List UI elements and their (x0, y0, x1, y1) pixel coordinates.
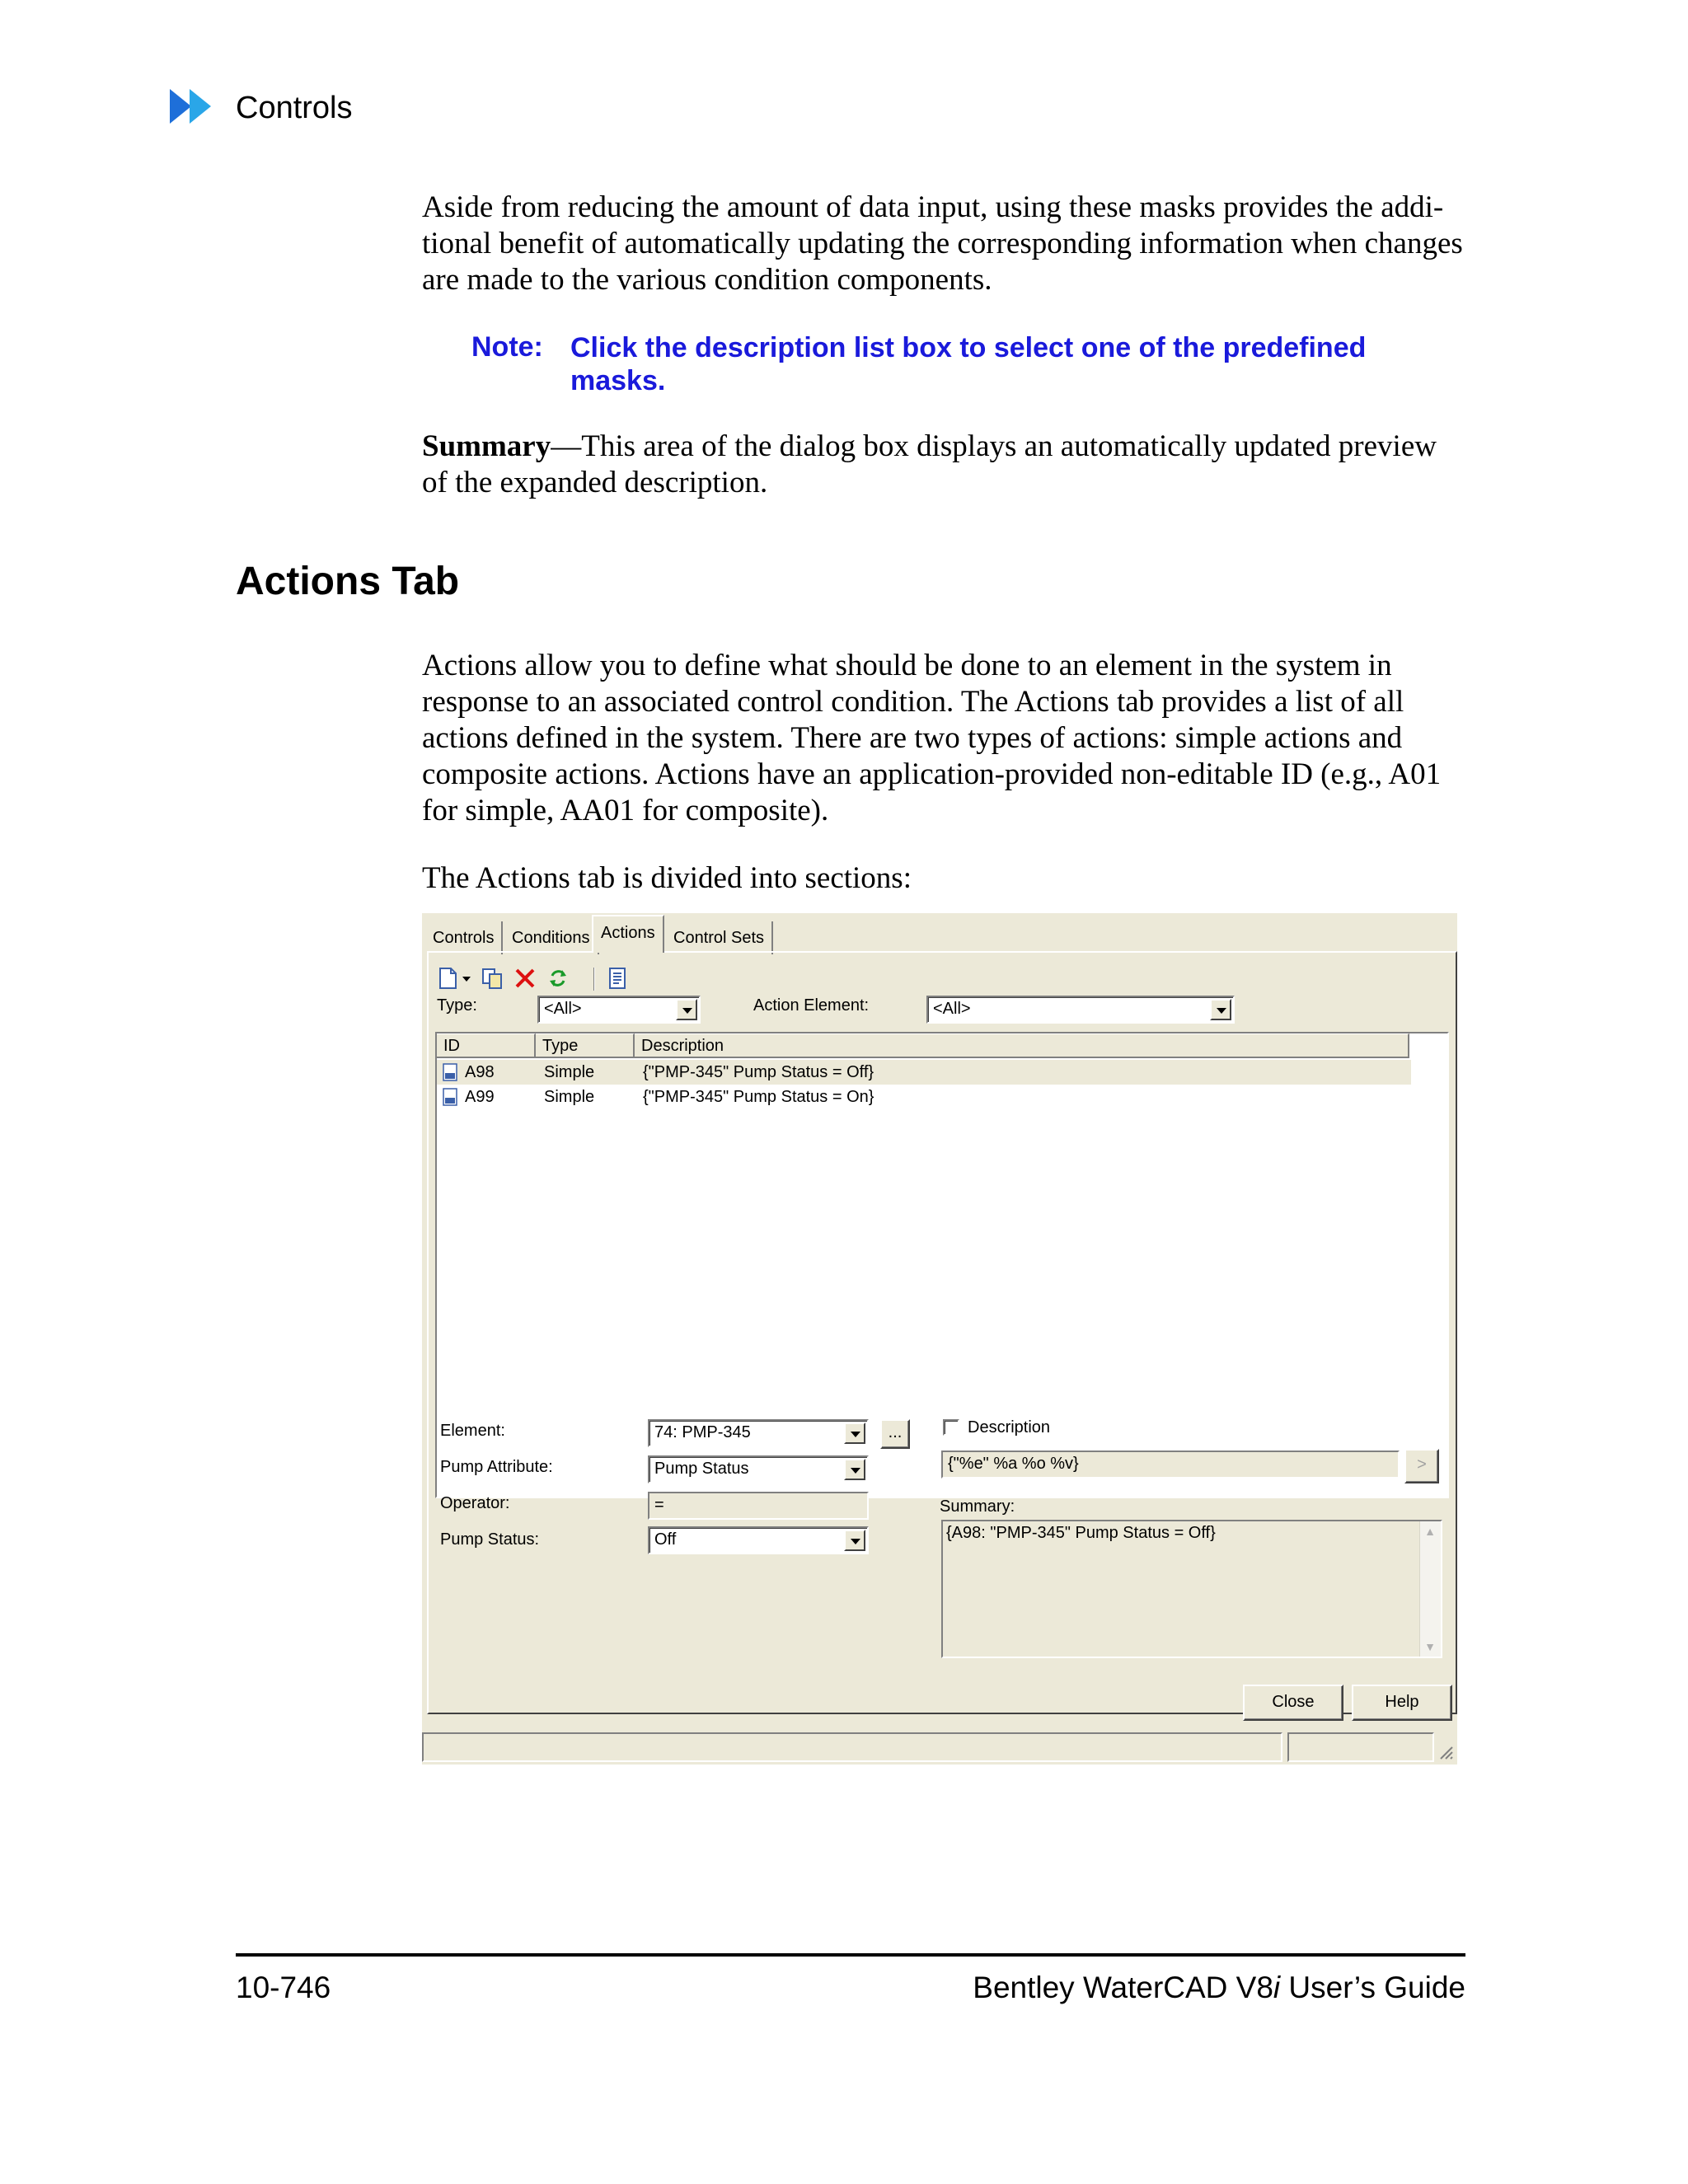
description-checkbox[interactable] (943, 1419, 959, 1436)
help-button[interactable]: Help (1352, 1685, 1452, 1721)
note-text: Click the description list box to select one of the predefined masks. (570, 332, 1367, 396)
actions-paragraph: Actions allow you to define what should be done to an element in the system in response to an associated control condition. The Actions tab provides a list of all actions defined in the system. There are two types of actions: simple actions and composite actions. Actions have an application-provided non-editable ID (e.g., A01 for simple, AA01 for composite). (422, 649, 1442, 827)
cell-id: A98 (465, 1063, 495, 1081)
cell-id: A99 (465, 1088, 495, 1106)
operator-label: Operator: (440, 1494, 510, 1512)
cell-description: {"PMP-345" Pump Status = Off} (643, 1063, 874, 1081)
chevron-down-icon[interactable] (844, 1422, 865, 1444)
type-label: Type: (437, 996, 477, 1015)
guide-title (973, 1970, 1465, 2006)
footer-rule (236, 1953, 1465, 1957)
guide-title-prefix: Bentley WaterCAD V8 (973, 1971, 1273, 2004)
summary-label: Summary: (940, 1497, 1015, 1516)
pump-attribute-combo[interactable] (648, 1455, 869, 1483)
description-mask-field: {"%e" %a %o %v} (941, 1451, 1400, 1479)
resize-grip-icon[interactable] (1437, 1744, 1454, 1760)
intro-paragraph: Aside from reducing the amount of data input, using these masks provides the addi- tional benefit of automatically updating the corresponding information when changes are made to the various condition components. (422, 190, 1463, 297)
tab-control-sets[interactable]: Control Sets (666, 921, 773, 954)
status-bar-pane (1287, 1732, 1434, 1762)
refresh-icon[interactable] (546, 966, 570, 991)
running-header-title: Controls (236, 91, 353, 125)
dropdown-arrow-icon[interactable] (460, 966, 473, 991)
page-number: 10-746 (236, 1971, 331, 2004)
column-header-description[interactable]: Description (635, 1033, 1409, 1058)
action-element-combo[interactable] (926, 996, 1235, 1024)
actions-grid (435, 1032, 1449, 1498)
cell-description: {"PMP-345" Pump Status = On} (643, 1088, 874, 1106)
guide-title-italic: i (1273, 1971, 1281, 2004)
new-icon[interactable] (435, 966, 460, 991)
action-element-label: Action Element: (753, 996, 870, 1015)
summary-scrollbar[interactable] (1419, 1521, 1441, 1657)
pump-attribute-label: Pump Attribute: (440, 1458, 553, 1476)
tab-actions[interactable]: Actions (592, 915, 664, 953)
copy-icon[interactable] (480, 966, 504, 991)
description-checkbox-label: Description (968, 1418, 1051, 1436)
summary-paragraph (422, 429, 1469, 501)
action-element-combo-value: <All> (933, 1000, 971, 1018)
type-combo[interactable] (537, 996, 701, 1024)
element-combo[interactable] (648, 1419, 869, 1447)
chevron-down-icon[interactable] (1210, 999, 1231, 1020)
note-label: Note: (471, 331, 543, 363)
cell-type: Simple (544, 1088, 595, 1106)
expand-description-button[interactable]: > (1404, 1449, 1439, 1483)
chevron-down-icon[interactable] (844, 1459, 865, 1480)
sections-intro: The Actions tab is divided into sections: (422, 861, 912, 895)
column-header-type[interactable]: Type (536, 1033, 635, 1058)
toolbar-separator (593, 968, 595, 991)
guide-title-suffix: User’s Guide (1280, 1971, 1465, 2004)
status-bar-pane (422, 1732, 1282, 1762)
control-center-dialog (422, 913, 1457, 1765)
double-arrow-icon (170, 89, 223, 124)
tab-conditions[interactable]: Conditions (504, 921, 599, 954)
operator-field: = (648, 1492, 869, 1520)
column-header-id[interactable]: ID (437, 1033, 536, 1058)
scroll-up-icon[interactable]: ▲ (1424, 1525, 1436, 1538)
report-icon[interactable] (605, 966, 630, 991)
pump-status-combo-value: Off (654, 1530, 677, 1549)
summary-text-value: {A98: "PMP-345" Pump Status = Off} (946, 1524, 1216, 1542)
section-heading: Actions Tab (236, 560, 460, 603)
simple-action-icon (442, 1088, 460, 1106)
element-combo-value: 74: PMP-345 (654, 1423, 751, 1441)
pump-status-label: Pump Status: (440, 1530, 540, 1549)
type-combo-value: <All> (544, 1000, 582, 1018)
close-button[interactable]: Close (1243, 1685, 1343, 1721)
simple-action-icon (442, 1063, 460, 1081)
summary-term: Summary (422, 429, 551, 463)
delete-icon[interactable] (513, 966, 537, 991)
pump-attribute-combo-value: Pump Status (654, 1460, 749, 1478)
chevron-down-icon[interactable] (844, 1530, 865, 1551)
pump-status-combo[interactable] (648, 1526, 869, 1554)
select-element-button[interactable]: ... (880, 1419, 910, 1449)
chevron-down-icon[interactable] (676, 999, 697, 1020)
cell-type: Simple (544, 1063, 595, 1081)
summary-text: —This area of the dialog box displays an automatically updated preview of the expanded description. (422, 429, 1437, 499)
table-row[interactable] (437, 1085, 1411, 1109)
tab-controls[interactable]: Controls (425, 921, 503, 954)
summary-box (941, 1520, 1442, 1658)
element-label: Element: (440, 1422, 505, 1440)
table-row[interactable] (437, 1060, 1411, 1085)
scroll-down-icon[interactable]: ▼ (1424, 1640, 1436, 1653)
